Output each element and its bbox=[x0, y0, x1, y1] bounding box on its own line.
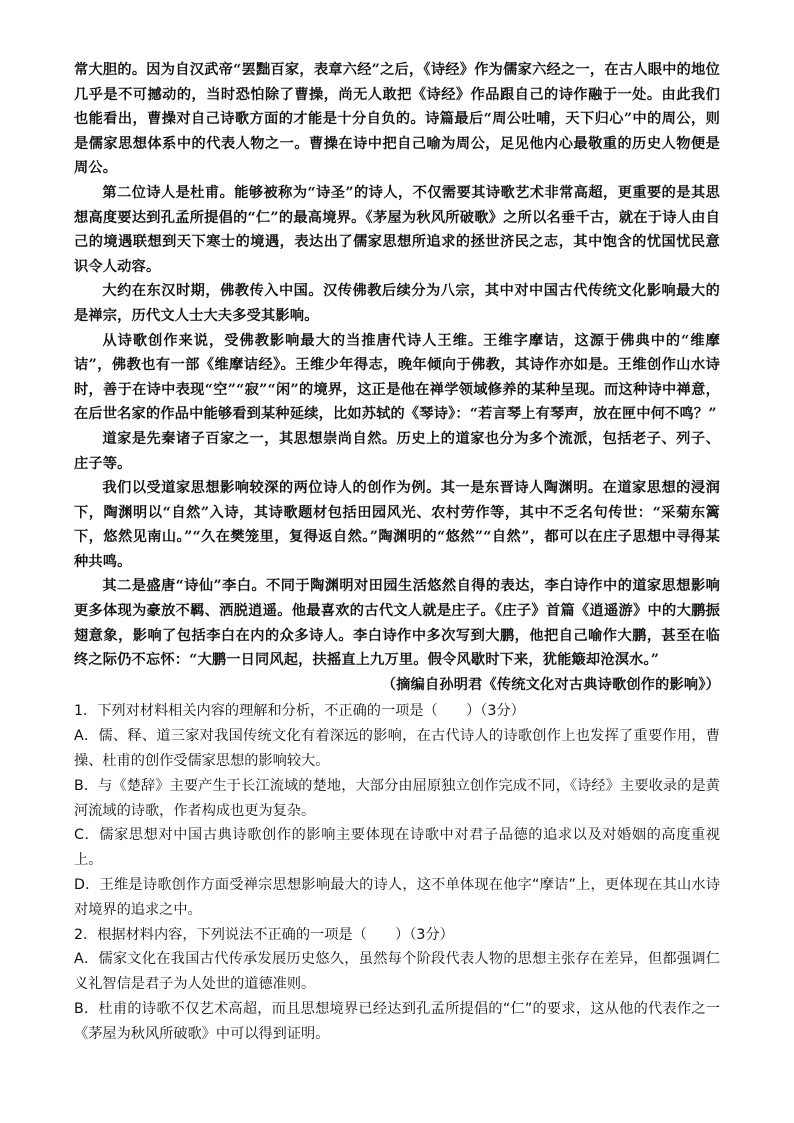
question-section bbox=[74, 699, 720, 1046]
question-1-stem: 1．下列对材料相关内容的理解和分析，不正确的一项是（ ）（3分） bbox=[74, 703, 525, 720]
passage-paragraph: 大约在东汉时期，佛教传入中国。汉传佛教后续分为八宗，其中对中国古代传统文化影响最大的是禅宗，历代文人士大夫多受其影响。 bbox=[74, 283, 720, 324]
passage-paragraph: 我们以受道家思想影响较深的两位诗人的创作为例。其一是东晋诗人陶渊明。在道家思想的浸润下，陶渊明以“自然”入诗，其诗歌题材包括田园风光、农村劳作等，其中不乏名句传世：“采菊东篱下，悠然见南山。”“久在樊笼里，复得返自然。”陶渊明的“悠然”“自然”，都可以在庄子思想中寻得某种共鸣。 bbox=[74, 480, 720, 570]
question-1-option-c: C．儒家思想对中国古典诗歌创作的影响主要体现在诗歌中对君子品德的追求以及对婚姻的高度重视上。 bbox=[74, 827, 720, 869]
reading-passage bbox=[74, 58, 720, 697]
question-1-option-b: B．与《楚辞》主要产生于长江流域的楚地，大部分由屈原独立创作完成不同，《诗经》主要收录的是黄河流域的诗歌，作者构成也更为复杂。 bbox=[74, 777, 720, 819]
question-1-option-d: D．王维是诗歌创作方面受禅宗思想影响最大的诗人，这不单体现在他字“摩诘”上，更体现在其山水诗对境界的追求之中。 bbox=[74, 877, 720, 918]
passage-paragraph: 其二是盛唐“诗仙”李白。不同于陶渊明对田园生活悠然自得的表达，李白诗作中的道家思想影响更多体现为豪放不羁、洒脱逍遥。他最喜欢的古代文人就是庄子。《庄子》首篇《逍遥游》中的大鹏振翅意象，影响了包括李白在内的众多诗人。李白诗作中多次写到大鹏，他把自己喻作大鹏，甚至在临终之际仍不忘怀：“大鹏一日同风起，扶摇直上九万里。假令风歇时下来，犹能簸却沧溟水。” bbox=[74, 578, 720, 669]
passage-source: （摘编自孙明君《传统文化对古典诗歌创作的影响》） bbox=[381, 676, 720, 693]
question-2-option-b: B．杜甫的诗歌不仅艺术高超，而且思想境界已经达到孔孟所提倡的“仁”的要求，这从他的代表作之一《茅屋为秋风所破歌》中可以得到证明。 bbox=[74, 1001, 720, 1042]
question-2-stem: 2．根据材料内容，下列说法不正确的一项是（ ）（3分） bbox=[74, 926, 454, 943]
passage-paragraph: 道家是先秦诸子百家之一，其思想崇尚自然。历史上的道家也分为多个流派，包括老子、列子、庄子等。 bbox=[74, 430, 720, 472]
passage-paragraph: 从诗歌创作来说，受佛教影响最大的当推唐代诗人王维。王维字摩诘，这源于佛典中的“维摩诘”，佛教也有一部《维摩诘经》。王维少年得志，晚年倾向于佛教，其诗作亦如是。王维创作山水诗时，善于在诗中表现“空”“寂”“闲”的境界，这正是他在禅学领域修养的某种呈现。而这种诗中禅意，在后世名家的作品中能够看到某种延续，比如苏轼的《琴诗》：“若言琴上有琴声，放在匣中何不鸣？” bbox=[74, 332, 720, 423]
passage-paragraph: 常大胆的。因为自汉武帝“罢黜百家，表章六经”之后，《诗经》作为儒家六经之一，在古人眼中的地位几乎是不可撼动的，当时恐怕除了曹操，尚无人敢把《诗经》作品跟自己的诗作融于一处。由此我们也能看出，曹操对自己诗歌方面的才能是十分自负的。诗篇最后“周公吐哺，天下归心”中的周公，则是儒家思想体系中的代表人物之一。曹操在诗中把自己喻为周公，足见他内心最敬重的历史人物便是周公。 bbox=[74, 62, 720, 177]
passage-paragraph: 第二位诗人是杜甫。能够被称为“诗圣”的诗人，不仅需要其诗歌艺术非常高超，更重要的是其思想高度要达到孔孟所提倡的“仁”的最高境界。《茅屋为秋风所破歌》之所以名垂千古，就在于诗人由自己的境遇联想到天下寒士的境遇，表达出了儒家思想所追求的拯世济民之志，其中饱含的忧国忧民意识令人动容。 bbox=[74, 184, 720, 275]
question-1-option-a: A．儒、释、道三家对我国传统文化有着深远的影响，在古代诗人的诗歌创作上也发挥了重要作用，曹操、杜甫的创作受儒家思想的影响较大。 bbox=[74, 728, 720, 770]
question-2-option-a: A．儒家文化在我国古代传承发展历史悠久，虽然每个阶段代表人物的思想主张存在差异，但都强调仁义礼智信是君子为人处世的道德准则。 bbox=[74, 951, 720, 993]
